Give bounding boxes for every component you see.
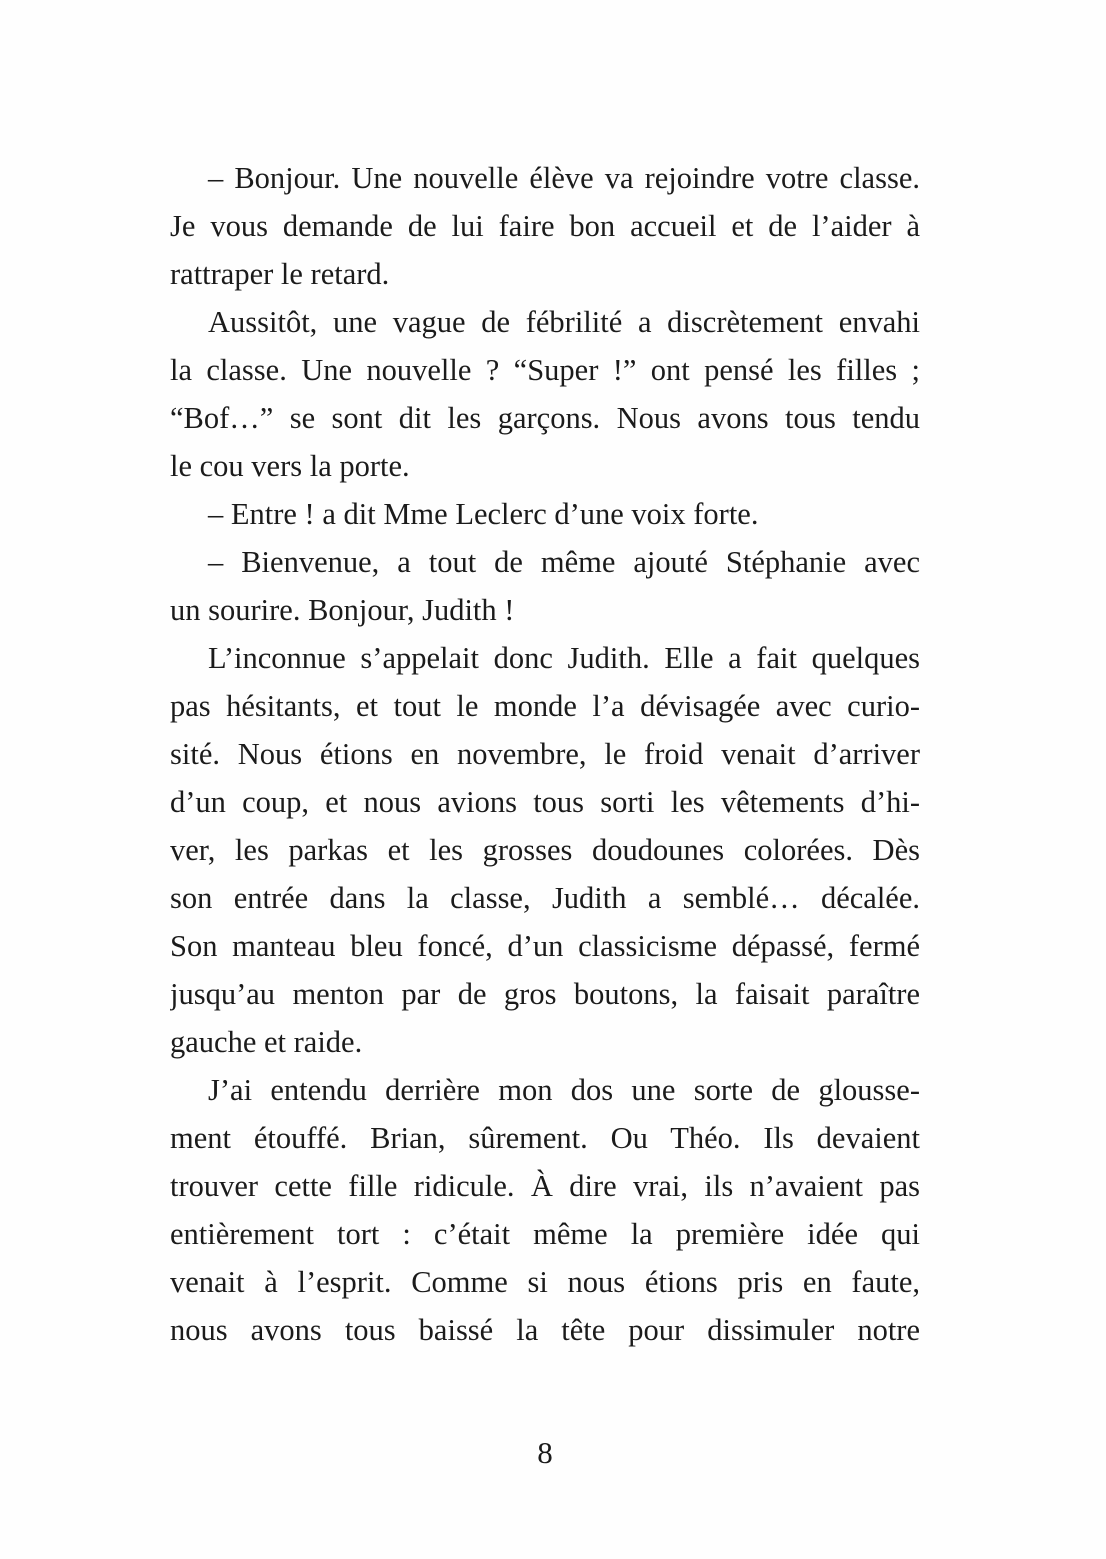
text-line: la classe. Une nouvelle ? “Super !” ont pensé les filles ; bbox=[170, 353, 920, 387]
text-line: entièrement tort : c’était même la première idée qui bbox=[170, 1217, 920, 1251]
text-line: sité. Nous étions en novembre, le froid venait d’arriver bbox=[170, 737, 920, 771]
paragraph bbox=[170, 490, 920, 538]
paragraph bbox=[170, 154, 920, 298]
text-line: Je vous demande de lui faire bon accueil et de l’aider à bbox=[170, 209, 920, 243]
text-line: un sourire. Bonjour, Judith ! bbox=[170, 593, 515, 627]
text-line: son entrée dans la classe, Judith a semblé… décalée. bbox=[170, 881, 920, 915]
page-text bbox=[170, 154, 920, 1354]
text-line: Son manteau bleu foncé, d’un classicisme dépassé, fermé bbox=[170, 929, 920, 963]
paragraph bbox=[170, 634, 920, 1066]
text-line: – Bienvenue, a tout de même ajouté Stéphanie avec bbox=[208, 545, 920, 579]
text-line: – Bonjour. Une nouvelle élève va rejoindre votre classe. bbox=[208, 161, 920, 195]
text-line: le cou vers la porte. bbox=[170, 449, 410, 483]
text-line: rattraper le retard. bbox=[170, 257, 390, 291]
text-line: d’un coup, et nous avions tous sorti les vêtements d’hi- bbox=[170, 785, 920, 819]
text-line: ver, les parkas et les grosses doudounes colorées. Dès bbox=[170, 833, 920, 867]
text-line: trouver cette fille ridicule. À dire vrai, ils n’avaient pas bbox=[170, 1169, 920, 1203]
text-line: ment étouffé. Brian, sûrement. Ou Théo. Ils devaient bbox=[170, 1121, 920, 1155]
text-line: gauche et raide. bbox=[170, 1025, 363, 1059]
text-line: jusqu’au menton par de gros boutons, la faisait paraître bbox=[170, 977, 920, 1011]
text-line: J’ai entendu derrière mon dos une sorte de glousse- bbox=[208, 1073, 920, 1107]
page-number: 8 bbox=[537, 1435, 553, 1470]
text-line: – Entre ! a dit Mme Leclerc d’une voix forte. bbox=[208, 497, 759, 531]
paragraph bbox=[170, 1066, 920, 1354]
text-line: venait à l’esprit. Comme si nous étions pris en faute, bbox=[170, 1265, 920, 1299]
paragraph bbox=[170, 538, 920, 634]
text-line: Aussitôt, une vague de fébrilité a discrètement envahi bbox=[208, 305, 920, 339]
text-line: L’inconnue s’appelait donc Judith. Elle a fait quelques bbox=[208, 641, 920, 675]
text-line: pas hésitants, et tout le monde l’a dévisagée avec curio- bbox=[170, 689, 920, 723]
text-line: nous avons tous baissé la tête pour dissimuler notre bbox=[170, 1313, 920, 1347]
paragraph bbox=[170, 298, 920, 490]
text-line: “Bof…” se sont dit les garçons. Nous avons tous tendu bbox=[170, 401, 920, 435]
